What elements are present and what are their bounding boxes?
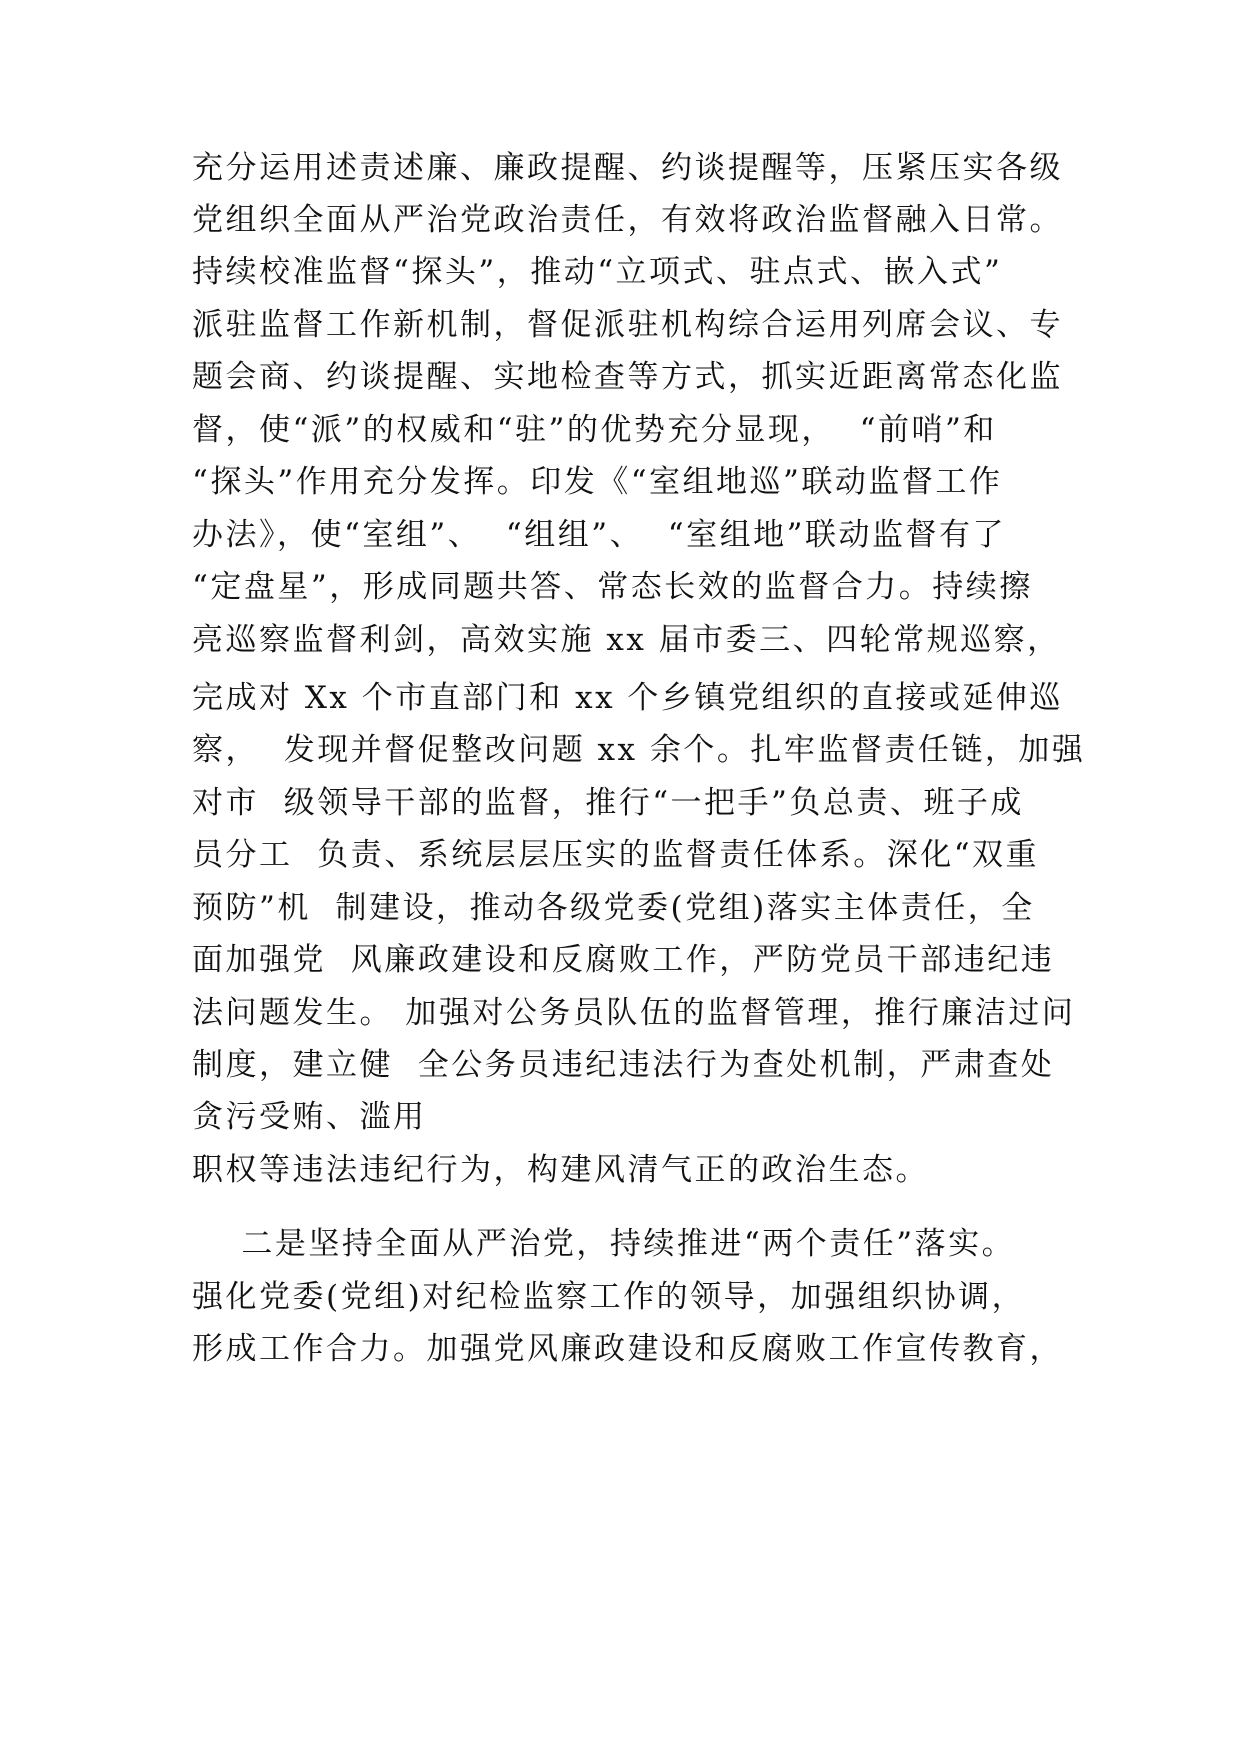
text-line: 形成工作合力。加强党风廉政建设和反腐败工作宣传教育， (192, 1331, 1063, 1367)
text-line: 亮巡察监督利剑，高效实施 xx 届市委三、四轮常规巡察， (192, 622, 1061, 658)
text-line: 察， 发现并督促整改问题 xx 余个。扎牢监督责任链，加强 (192, 732, 1086, 768)
text-line: 二是坚持全面从严治党，持续推进“两个责任”落实。 (192, 1226, 1016, 1262)
text-line: 预防”机 制建设，推动各级党委(党组)落实主体责任，全 (192, 890, 1035, 926)
text-line: 督，使“派”的权威和“驻”的优势充分显现， “前哨”和 (192, 412, 997, 448)
text-line: 职权等违法违纪行为，构建风清气正的政治生态。 (192, 1152, 929, 1188)
text-line: 派驻监督工作新机制，督促派驻机构综合运用列席会议、专 (192, 307, 1063, 343)
text-line: 制度，建立健 全公务员违纪违法行为查处机制，严肃查处 (192, 1047, 1055, 1083)
text-line: 完成对 Xx 个市直部门和 xx 个乡镇党组织的直接或延伸巡 (192, 680, 1063, 716)
text-line: 贪污受贿、滥用 (192, 1099, 427, 1135)
text-line: 办法》，使“室组”、 “组组”、 “室组地”联动监督有了 (192, 517, 1007, 553)
text-line: 持续校准监督“探头”，推动“立项式、驻点式、嵌入式” (192, 254, 1003, 290)
text-line: 员分工 负责、系统层层压实的监督责任体系。深化“双重 (192, 837, 1040, 873)
text-line: 对市 级领导干部的监督，推行“一把手”负总责、班子成 (192, 785, 1024, 821)
text-line: 法问题发生。 加强对公务员队伍的监督管理，推行廉洁过问 (192, 995, 1076, 1031)
text-line: 充分运用述责述廉、廉政提醒、约谈提醒等，压紧压实各级 (192, 150, 1063, 186)
text-line: 面加强党 风廉政建设和反腐败工作，严防党员干部违纪违 (192, 942, 1055, 978)
text-line: 题会商、约谈提醒、实地检查等方式，抓实近距离常态化监 (192, 359, 1063, 395)
text-line: 强化党委(党组)对纪检监察工作的领导，加强组织协调， (192, 1279, 1026, 1315)
text-line: “定盘星”，形成同题共答、常态长效的监督合力。持续擦 (192, 569, 1033, 605)
text-line: 党组织全面从严治党政治责任，有效将政治监督融入日常。 (192, 202, 1063, 238)
text-line: “探头”作用充分发挥。印发《“室组地巡”联动监督工作 (192, 464, 1003, 500)
